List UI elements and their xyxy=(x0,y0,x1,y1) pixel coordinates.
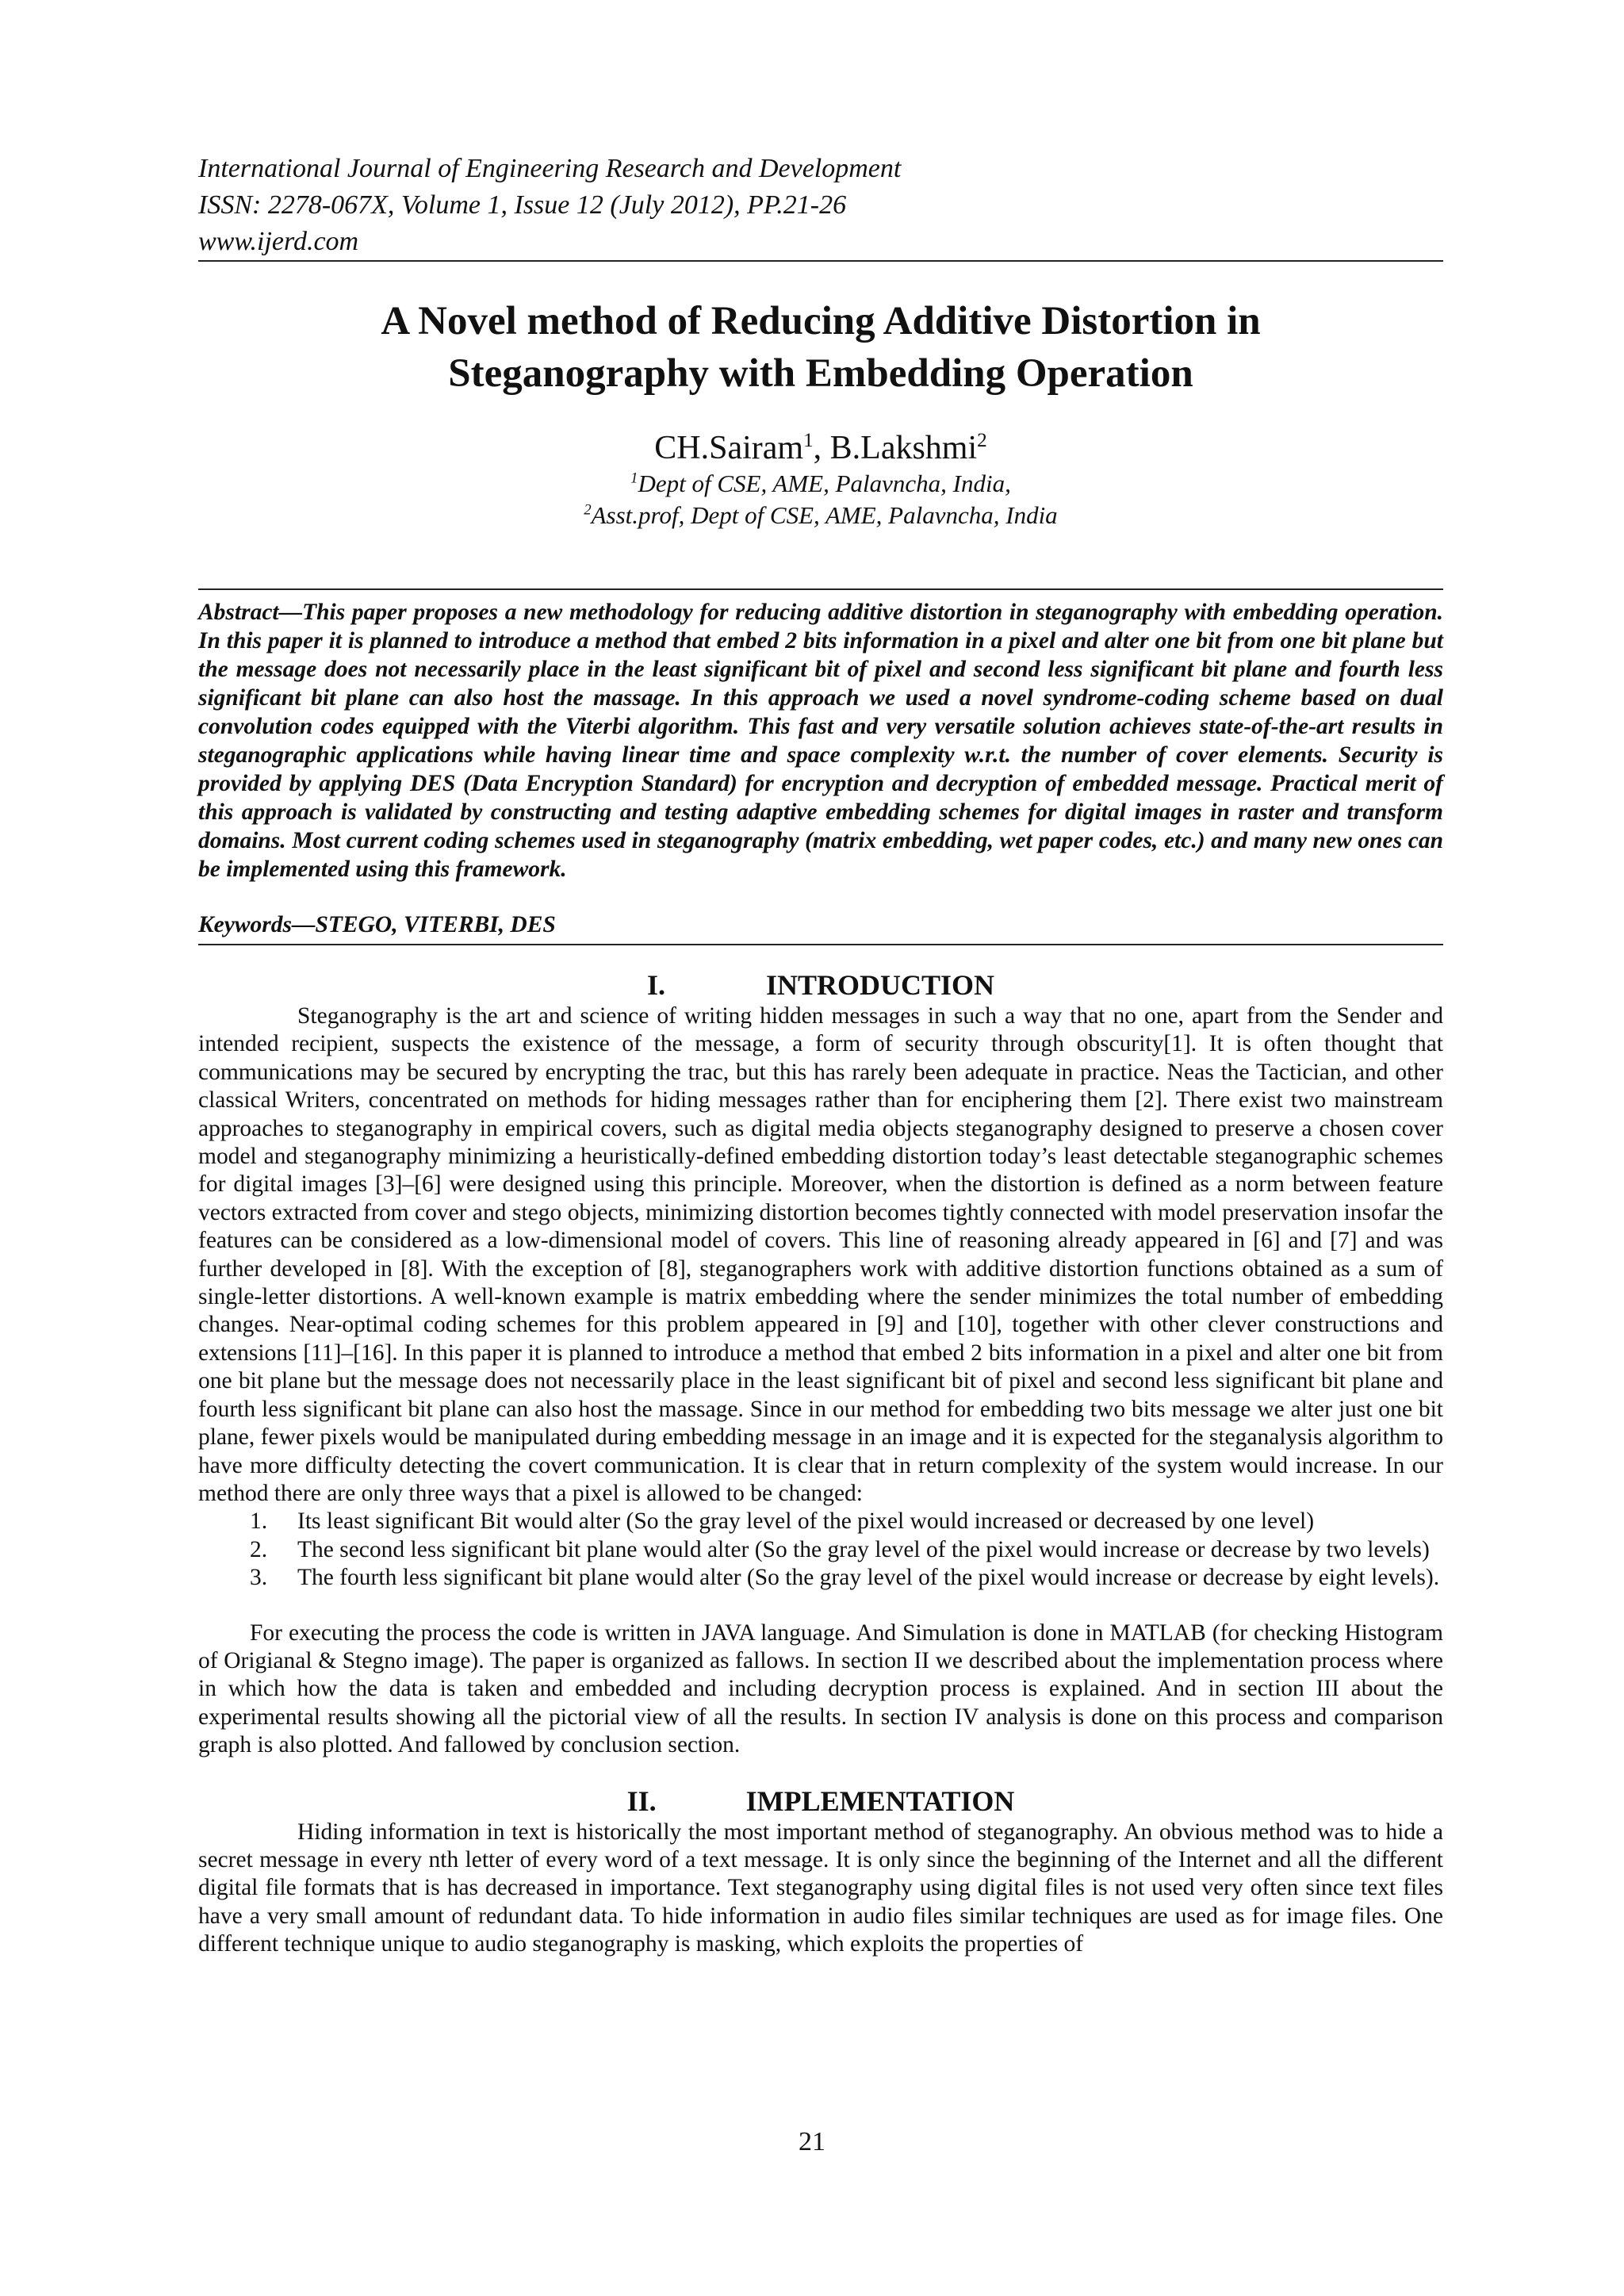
section-1-paragraph-2: For executing the process the code is written in JAVA language. And Simulation is done in MATLAB (for checking Histogram of Origianal & Stegno image). The paper is organized as fallows. In section II we described about the implementation process where in which how the data is taken and embedded and including decryption process is explained. And in section III about the experimental results showing all the pictorial view of all the results. In section IV analysis is done on this process and comparison graph is also plotted. And fallowed by conclusion section. xyxy=(198,1619,1443,1758)
keywords-label: Keywords— xyxy=(198,912,316,937)
abstract-text: This paper proposes a new methodology for reducing additive distortion in steganography with embedding operation. In this paper it is planned to introduce a method that embed 2 bits information in a pixel and alter one bit from one bit plane but the message does not necessarily place in the least significant bit of pixel and second less significant bit plane and fourth less significant bit plane can also host the massage. In this approach we used a novel syndrome-coding scheme based on dual convolution codes equipped with the Viterbi algorithm. This fast and very versatile solution achieves state-of-the-art results in steganographic applications while having linear time and space complexity w.r.t. the number of cover elements. Security is provided by applying DES (Data Encryption Standard) for encryption and decryption of embedded message. Practical merit of this approach is validated by constructing and testing adaptive embedding schemes for digital images in raster and transform domains. Most current coding schemes used in steganography (matrix embedding, wet paper codes, etc.) and many new ones can be implemented using this framework. xyxy=(198,600,1443,882)
affiliation-2 xyxy=(198,500,1443,531)
section-1-title: INTRODUCTION xyxy=(765,969,995,1001)
list-item xyxy=(198,1536,1443,1564)
journal-url[interactable]: www.ijerd.com xyxy=(198,227,359,256)
section-2-number: II. xyxy=(626,1784,657,1817)
list-item-text: The second less significant bit plane would alter (So the gray level of the pixel would increase or decrease by two levels) xyxy=(297,1536,1430,1562)
section-2-heading xyxy=(198,1784,1443,1819)
journal-issn: ISSN: 2278-067X, Volume 1, Issue 12 (July 2012), PP.21-26 xyxy=(198,190,847,220)
pixel-change-list xyxy=(198,1508,1443,1592)
author-1: CH.Sairam xyxy=(654,430,804,466)
list-item-text: Its least significant Bit would alter (So the gray level of the pixel would increased or decreased by one level) xyxy=(297,1508,1315,1535)
affiliation-2-text: Asst.prof, Dept of CSE, AME, Palavncha, India xyxy=(591,501,1058,529)
page-number: 21 xyxy=(799,2127,825,2156)
list-item xyxy=(198,1508,1443,1535)
list-item xyxy=(198,1564,1443,1592)
author-1-sup: 1 xyxy=(803,430,814,451)
section-1-number: I. xyxy=(646,969,665,1001)
abstract xyxy=(198,598,1443,884)
keywords-rule xyxy=(198,944,1443,945)
list-item-number: 1. xyxy=(250,1508,268,1535)
keywords xyxy=(198,910,1443,939)
section-2-title: IMPLEMENTATION xyxy=(745,1784,1015,1817)
abstract-rule xyxy=(198,588,1443,590)
author-2-sup: 2 xyxy=(977,430,987,451)
affiliation-1 xyxy=(198,468,1443,500)
header-rule xyxy=(198,260,1443,262)
paper-title xyxy=(198,295,1443,400)
section-1-paragraph-1: Steganography is the art and science of writing hidden messages in such a way that no one, apart from the Sender and intended recipient, suspects the existence of the message, a form of security through obscurity[1]. It is often thought that communications may be secured by encrypting the trac, but this has rarely been adequate in practice. Neas the Tactician, and other classical Writers, concentrated on methods for hiding messages rather than for enciphering them [2]. There exist two mainstream approaches to steganography in empirical covers, such as digital media objects steganography designed to preserve a chosen cover model and steganography minimizing a heuristically-defined embedding distortion today’s least detectable steganographic schemes for digital images [3]–[6] were designed using this principle. Moreover, when the distortion is defined as a norm between feature vectors extracted from cover and stego objects, minimizing distortion becomes tightly connected with model preservation insofar the features can be considered as a low-dimensional model of covers. This line of reasoning already appeared in [6] and [7] and was further developed in [8]. With the exception of [8], steganographers work with additive distortion functions obtained as a sum of single-letter distortions. A well-known example is matrix embedding where the sender minimizes the total number of embedding changes. Near-optimal coding schemes for this problem appeared in [9] and [10], together with other clever constructions and extensions [11]–[16]. In this paper it is planned to introduce a method that embed 2 bits information in a pixel and alter one bit from one bit plane but the message does not necessarily place in the least significant bit of pixel and second less significant bit plane and fourth less significant bit plane can also host the massage. Since in our method for embedding two bits message we alter just one bit plane, fewer pixels would be manipulated during embedding message in an image and it is expected for the steganalysis algorithm to have more difficulty detecting the covert communication. It is clear that in return complexity of the system would increase. In our method there are only three ways that a pixel is allowed to be changed: xyxy=(198,1003,1443,1506)
title-line-2: Steganography with Embedding Operation xyxy=(448,351,1193,396)
affiliation-2-sup: 2 xyxy=(584,501,592,519)
affiliation-1-text: Dept of CSE, AME, Palavncha, India, xyxy=(638,470,1011,497)
author-2: B.Lakshmi xyxy=(829,430,978,466)
section-1-heading xyxy=(198,968,1443,1002)
author-list xyxy=(198,428,1443,468)
list-item-number: 2. xyxy=(250,1536,268,1562)
section-2-paragraph-1: Hiding information in text is historically the most important method of steganography. An obvious method was to hide a secret message in every nth letter of every word of a text message. It is only since the beginning of the Internet and all the different digital file formats that is has decreased in importance. Text steganography using digital files is not used very often since text files have a very small amount of redundant data. To hide information in audio files similar techniques are used as for image files. One different technique unique to audio steganography is masking, which exploits the properties of xyxy=(198,1819,1443,1957)
list-item-number: 3. xyxy=(250,1565,268,1591)
title-line-1: A Novel method of Reducing Additive Distortion in xyxy=(381,299,1261,343)
list-item-text: The fourth less significant bit plane would alter (So the gray level of the pixel would increase or decrease by eight levels). xyxy=(297,1565,1440,1591)
author-separator: , xyxy=(813,430,830,466)
abstract-label: Abstract— xyxy=(198,600,303,625)
keywords-text: STEGO, VITERBI, DES xyxy=(315,912,556,937)
journal-name: International Journal of Engineering Research and Development xyxy=(198,154,902,183)
journal-header xyxy=(198,151,1443,260)
affiliation-1-sup: 1 xyxy=(630,470,638,487)
paper-page xyxy=(198,151,1443,1959)
